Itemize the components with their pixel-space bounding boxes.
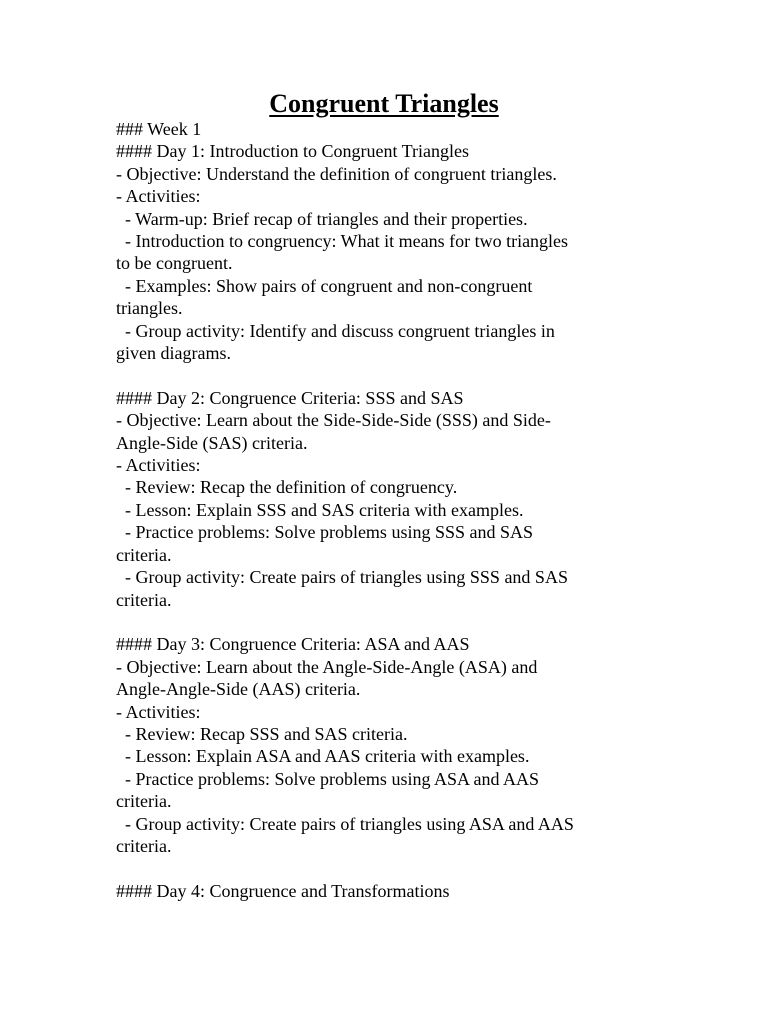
document-line: triangles. [116,298,183,319]
document-line: - Practice problems: Solve problems using ASA and AAS [116,768,539,789]
document-line: #### Day 1: Introduction to Congruent Triangles [116,141,469,162]
document-line: Angle-Side (SAS) criteria. [116,432,308,453]
document-line: - Lesson: Explain SSS and SAS criteria with examples. [116,499,524,520]
document-line: - Activities: [116,455,201,476]
document-line: - Objective: Understand the definition of congruent triangles. [116,163,557,184]
document-body [116,118,656,902]
document-line: - Objective: Learn about the Side-Side-Side (SSS) and Side- [116,410,551,431]
document-line: - Group activity: Identify and discuss congruent triangles in [116,320,555,341]
document-line: criteria. [116,589,172,610]
document-line: #### Day 4: Congruence and Transformations [116,880,450,901]
document-line: criteria. [116,544,172,565]
document-line: - Lesson: Explain ASA and AAS criteria with examples. [116,746,530,767]
document-line: criteria. [116,835,172,856]
document-line: - Warm-up: Brief recap of triangles and their properties. [116,208,528,229]
blank-line [116,364,656,386]
document-line: - Activities: [116,186,201,207]
document-line: - Group activity: Create pairs of triangles using ASA and AAS [116,813,574,834]
document-line: to be congruent. [116,253,233,274]
document-line: - Review: Recap the definition of congruency. [116,477,458,498]
document-line: - Objective: Learn about the Angle-Side-Angle (ASA) and [116,656,538,677]
document-line: #### Day 2: Congruence Criteria: SSS and SAS [116,387,464,408]
document-title: Congruent Triangles [269,89,499,118]
document-line: - Introduction to congruency: What it means for two triangles [116,231,569,252]
document-line: - Examples: Show pairs of congruent and non-congruent [116,275,533,296]
document-line: - Review: Recap SSS and SAS criteria. [116,723,408,744]
blank-line [116,611,656,633]
blank-line [116,857,656,879]
document-line: - Activities: [116,701,201,722]
document-line: criteria. [116,791,172,812]
document-line: ### Week 1 [116,119,202,139]
document-line: #### Day 3: Congruence Criteria: ASA and AAS [116,634,470,655]
document-line: - Group activity: Create pairs of triangles using SSS and SAS [116,567,568,588]
document-line: given diagrams. [116,343,231,364]
document-line: - Practice problems: Solve problems using SSS and SAS [116,522,533,543]
document-line: Angle-Angle-Side (AAS) criteria. [116,679,361,700]
